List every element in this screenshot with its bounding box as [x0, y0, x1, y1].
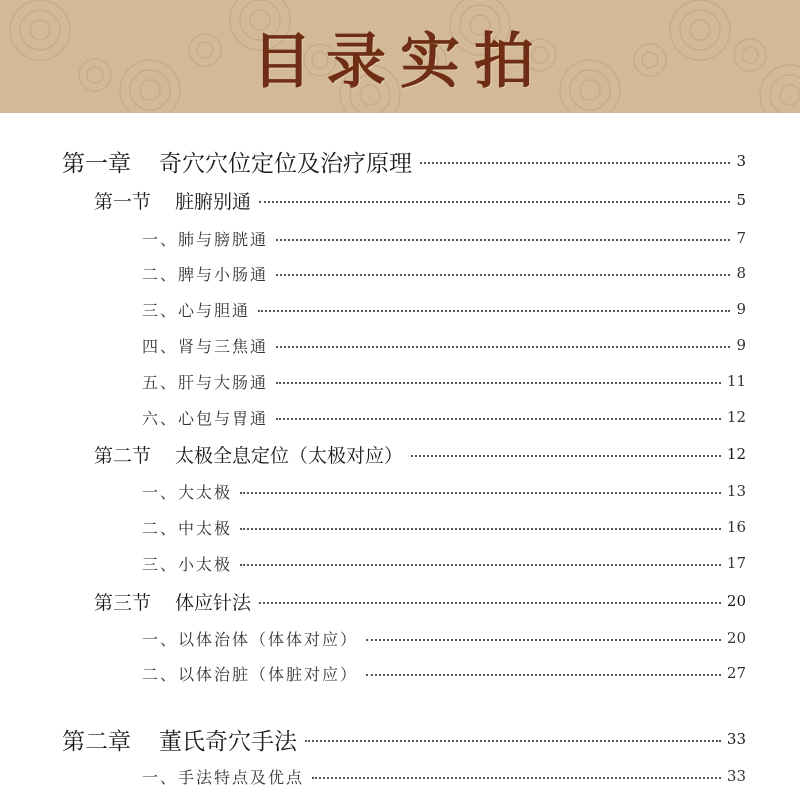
- chapter-number: 第一章: [62, 150, 131, 177]
- dot-leader: [305, 740, 721, 742]
- section-title: 体应针法: [175, 591, 252, 614]
- section-title: 脏腑别通: [175, 190, 252, 213]
- toc-item-row[interactable]: [142, 514, 746, 540]
- item-label: 六、心包与胃通: [142, 408, 269, 428]
- item-label: 一、手法特点及优点: [142, 767, 305, 787]
- toc-chapter-row[interactable]: [62, 724, 746, 754]
- item-label: 四、肾与三焦通: [142, 336, 269, 356]
- toc-item-row[interactable]: [142, 332, 746, 358]
- page-number: 27: [726, 664, 746, 682]
- dot-leader: [276, 346, 730, 348]
- dot-leader: [366, 674, 721, 676]
- dot-leader: [258, 310, 730, 312]
- toc-chapter-row[interactable]: [62, 146, 746, 176]
- item-label: 三、小太极: [142, 554, 233, 574]
- toc-section-row[interactable]: [94, 186, 746, 214]
- dot-leader: [366, 639, 721, 641]
- item-label: 一、以体治体（体体对应）: [142, 629, 359, 649]
- dot-leader: [276, 382, 721, 384]
- page-number: 5: [736, 191, 746, 209]
- dot-leader: [411, 455, 721, 457]
- page-number: 16: [726, 518, 746, 536]
- dot-leader: [312, 777, 721, 779]
- toc-section-row[interactable]: [94, 587, 746, 615]
- dot-leader: [259, 201, 730, 203]
- dot-leader: [276, 239, 730, 241]
- toc-item-row[interactable]: [142, 625, 746, 651]
- item-label: 二、中太极: [142, 518, 233, 538]
- item-label: 二、脾与小肠通: [142, 264, 269, 284]
- item-label: 一、大太极: [142, 482, 233, 502]
- toc-item-row[interactable]: [142, 368, 746, 394]
- section-title: 太极全息定位（太极对应）: [175, 444, 404, 467]
- toc-section-row[interactable]: [94, 440, 746, 468]
- page-number: 33: [726, 730, 746, 748]
- page-number: 9: [736, 300, 746, 318]
- dot-leader: [240, 564, 721, 566]
- toc-item-row[interactable]: [142, 550, 746, 576]
- toc-item-row[interactable]: [142, 296, 746, 322]
- page-number: 11: [726, 372, 746, 390]
- toc-item-row[interactable]: [142, 225, 746, 251]
- dot-leader: [240, 528, 721, 530]
- section-number: 第三节: [94, 591, 152, 614]
- page-number: 12: [726, 408, 746, 426]
- item-label: 五、肝与大肠通: [142, 372, 269, 392]
- section-number: 第一节: [94, 190, 152, 213]
- toc-item-row[interactable]: [142, 763, 746, 789]
- chapter-title: 董氏奇穴手法: [159, 728, 297, 755]
- toc-item-row[interactable]: [142, 478, 746, 504]
- page-number: 33: [726, 767, 746, 785]
- page-number: 9: [736, 336, 746, 354]
- item-label: 二、以体治脏（体脏对应）: [142, 664, 359, 684]
- toc-item-row[interactable]: [142, 660, 746, 686]
- page-number: 20: [726, 629, 746, 647]
- dot-leader: [276, 274, 730, 276]
- banner-title: 目录实拍: [252, 26, 548, 97]
- section-number: 第二节: [94, 444, 152, 467]
- chapter-title: 奇穴穴位定位及治疗原理: [159, 150, 412, 177]
- dot-leader: [240, 492, 721, 494]
- page-number: 8: [736, 264, 746, 282]
- page-number: 20: [726, 592, 746, 610]
- item-label: 一、肺与膀胱通: [142, 229, 269, 249]
- page-number: 7: [736, 229, 746, 247]
- dot-leader: [420, 162, 730, 164]
- page-number: 12: [726, 445, 746, 463]
- toc-item-row[interactable]: [142, 404, 746, 430]
- item-label: 三、心与胆通: [142, 300, 251, 320]
- page-number: 13: [726, 482, 746, 500]
- page-number: 3: [736, 152, 746, 170]
- toc-item-row[interactable]: [142, 260, 746, 286]
- chapter-number: 第二章: [62, 728, 131, 755]
- dot-leader: [259, 602, 721, 604]
- page-number: 17: [726, 554, 746, 572]
- dot-leader: [276, 418, 721, 420]
